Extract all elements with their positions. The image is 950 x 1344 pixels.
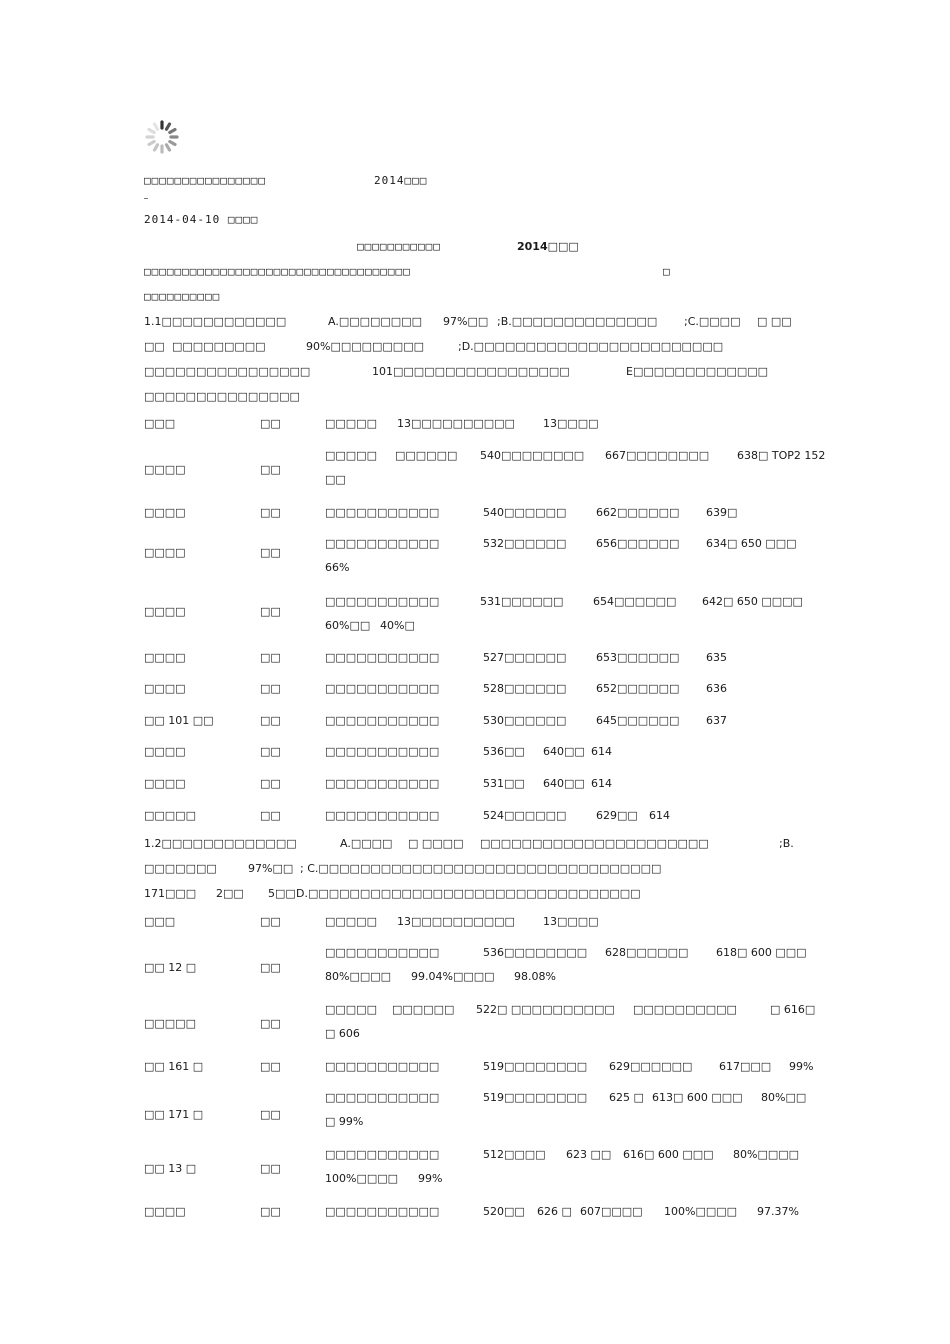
section2-paragraph-text: 1.2□□□□□□□□□□□□□ [144,837,297,850]
table-cell: □ 616□ [770,1003,816,1016]
section2-paragraph-text: ; C.□□□□□□□□□□□□□□□□□□□□□□□□□□□□□□□□□ [300,862,662,875]
table-cell: 614 [591,777,612,790]
table-cell: 637 [706,714,727,727]
table-row-type: □□ [260,915,281,928]
table-cell: 519□□□□□□□□ [483,1091,588,1104]
table-cell: □□□□□□ [392,1003,455,1016]
table-cell: □□□□□□□□□□□ [325,946,440,959]
table-cell: □□□□□□□□□□□ [325,651,440,664]
table-row-type: □□ [260,1017,281,1030]
table-cell: 13□□□□ [543,915,599,928]
table-cell: 628□□□□□□ [605,946,689,959]
section1-paragraph-text: A.□□□□□□□□ [328,315,422,328]
table-cell: □□□□□□□□□□ [633,1003,737,1016]
table-cell: 531□□ [483,777,525,790]
table-row-type: □□ [260,546,281,559]
table-row-school: □□ 13 □ [144,1162,197,1175]
section2-paragraph-text: D.□□□□□□□□□□□□□□□□□□□□□□□□□□□□□□□□ [296,887,641,900]
section1-paragraph-text: □□□□□□□□□□□□□□□ [144,390,300,403]
table-row-type: □□ [260,809,281,822]
intro-line-2: □□□□□□□□□□ [144,290,221,303]
table-row-type: □□ [260,1162,281,1175]
table-cell: 80%□□ [761,1091,807,1104]
table-row-school: □□ 101 □□ [144,714,214,727]
table-row-school: □□□□ [144,682,186,695]
table-row-type: □□ [260,463,281,476]
table-cell: 536□□□□□□□□ [483,946,588,959]
table-cell: □□□□□□□□□□□ [325,1148,440,1161]
section2-paragraph-text: ;B. [779,837,794,850]
table-cell: □□□□□□□□□□□ [325,682,440,695]
table-row-type: □□ [260,651,281,664]
intro-line-1-end: □ [663,265,671,278]
section1-paragraph-text: 101□□□□□□□□□□□□□□□□□ [372,365,570,378]
table-cell-continued: □ 99% [325,1115,364,1128]
section2-paragraph-text: 171□□□ [144,887,197,900]
table-cell: 613□ 600 □□□ [652,1091,743,1104]
section2-paragraph-text: □□□□□□□□□□□□□□□□□□□□□□ [480,837,709,850]
table-cell: □□□□□ [325,449,377,462]
table-cell-continued: 99% [418,1172,443,1185]
table-cell: 623 □□ [566,1148,612,1161]
table-cell-continued: 60%□□ [325,619,371,632]
table-cell: 638□ TOP2 152 [737,449,826,462]
doc-subtitle-year: 2014□□□ [517,240,579,253]
table-cell: 512□□□□ [483,1148,546,1161]
loading-spinner-icon [144,119,180,155]
table-cell-continued: 66% [325,561,350,574]
table-cell: 13□□□□□□□□□□ [397,915,515,928]
table-cell: 653□□□□□□ [596,651,680,664]
table-cell: 636 [706,682,727,695]
table-cell: 616□ 600 □□□ [623,1148,714,1161]
intro-line-1: □□□□□□□□□□□□□□□□□□□□□□□□□□□□□□□□□□□ [144,265,411,278]
section1-paragraph-text: □□□□□□□□□ [172,340,266,353]
table-row-type: □□ [260,745,281,758]
table-row-school: □□□□ [144,1205,186,1218]
table-row-type: □□ [260,777,281,790]
table-cell-continued: □ 606 [325,1027,360,1040]
table-cell: 540□□□□□□□□ [480,449,585,462]
section2-paragraph-text: A.□□□□ [340,837,393,850]
table-cell-continued: □□ [325,473,346,486]
table-row-school: □□ 12 □ [144,961,197,974]
table-cell: 618□ 600 □□□ [716,946,807,959]
table-cell-continued: 40%□ [380,619,415,632]
table-row-type: □□ [260,961,281,974]
section1-paragraph-text: ;D.□□□□□□□□□□□□□□□□□□□□□□□□ [458,340,724,353]
table-cell: 520□□ [483,1205,525,1218]
table-row-school: □□□□ [144,651,186,664]
table-cell-continued: 80%□□□□ [325,970,392,983]
table-cell: 634□ 650 □□□ [706,537,797,550]
table-cell: 629□□□□□□ [609,1060,693,1073]
table-cell: 527□□□□□□ [483,651,567,664]
table-cell: 635 [706,651,727,664]
table-row-school: □□□□ [144,745,186,758]
table-cell: 662□□□□□□ [596,506,680,519]
table-cell: 532□□□□□□ [483,537,567,550]
table-cell: 656□□□□□□ [596,537,680,550]
table-cell: □□□□□□ [395,449,458,462]
section1-paragraph-text: 97%□□ [443,315,489,328]
doc-title: □□□□□□□□□□□□□□□□ [144,174,266,187]
section1-paragraph-text: □ □□ [757,315,792,328]
table-row-school: □□ 171 □ [144,1108,204,1121]
divider [144,198,148,199]
table-row-school: □□□ [144,915,176,928]
table-row-school: □□□ [144,417,176,430]
table-cell: □□□□□□□□□□□ [325,595,440,608]
table-cell: 617□□□ [719,1060,772,1073]
table-cell: 13□□□□□□□□□□ [397,417,515,430]
section1-paragraph-text: 1.1□□□□□□□□□□□□ [144,315,287,328]
table-row-school: □□□□ [144,777,186,790]
table-cell: □□□□□□□□□□□ [325,745,440,758]
table-cell-continued: 98.08% [514,970,556,983]
table-row-type: □□ [260,417,281,430]
table-cell: 528□□□□□□ [483,682,567,695]
table-cell: 540□□□□□□ [483,506,567,519]
table-cell: □□□□□ [325,1003,377,1016]
table-cell: 607□□□□ [580,1205,643,1218]
table-cell: 536□□ [483,745,525,758]
table-cell: □□□□□□□□□□□ [325,714,440,727]
table-cell: 614 [591,745,612,758]
table-cell: 13□□□□ [543,417,599,430]
table-cell-continued: 100%□□□□ [325,1172,399,1185]
table-cell: 614 [649,809,670,822]
section1-paragraph-text: 90%□□□□□□□□□ [306,340,424,353]
section2-paragraph-text: □ □□□□ [408,837,464,850]
table-row-school: □□□□□ [144,1017,196,1030]
table-row-type: □□ [260,506,281,519]
section2-paragraph-text: 2□□ [216,887,244,900]
section2-paragraph-text: 5□□ [268,887,296,900]
section1-paragraph-text: □□ [144,340,165,353]
table-cell: 629□□ [596,809,638,822]
table-cell: □□□□□□□□□□□ [325,1060,440,1073]
table-cell: 531□□□□□□ [480,595,564,608]
table-row-type: □□ [260,1108,281,1121]
section1-paragraph-text: □□□□□□□□□□□□□□□□ [144,365,311,378]
doc-date: 2014-04-10 □□□□ [144,213,259,226]
table-cell: □□□□□ [325,417,377,430]
table-cell: 640□□ [543,745,585,758]
table-row-type: □□ [260,605,281,618]
table-row-type: □□ [260,1205,281,1218]
table-cell: □□□□□□□□□□□ [325,506,440,519]
doc-title-year: 2014□□□ [374,174,428,187]
table-cell: 667□□□□□□□□ [605,449,710,462]
table-cell: 100%□□□□ [664,1205,738,1218]
table-row-school: □□□□ [144,605,186,618]
table-row-type: □□ [260,1060,281,1073]
section2-paragraph-text: 97%□□ [248,862,294,875]
table-row-school: □□□□□ [144,809,196,822]
table-cell: 80%□□□□ [733,1148,800,1161]
section1-paragraph-text: E□□□□□□□□□□□□□ [626,365,769,378]
table-cell: 654□□□□□□ [593,595,677,608]
table-cell: 524□□□□□□ [483,809,567,822]
table-cell: 626 □ [537,1205,572,1218]
table-cell: 645□□□□□□ [596,714,680,727]
table-cell: 642□ 650 □□□□ [702,595,803,608]
table-cell: 99% [789,1060,814,1073]
table-row-school: □□□□ [144,463,186,476]
table-row-type: □□ [260,714,281,727]
table-cell: □□□□□□□□□□□ [325,1205,440,1218]
table-cell: 522□ □□□□□□□□□□ [476,1003,615,1016]
table-cell: □□□□□□□□□□□ [325,537,440,550]
table-cell: 625 □ [609,1091,644,1104]
table-cell: 639□ [706,506,738,519]
table-cell: □□□□□□□□□□□ [325,1091,440,1104]
table-cell: 530□□□□□□ [483,714,567,727]
table-cell: □□□□□□□□□□□ [325,777,440,790]
table-cell-continued: 99.04%□□□□ [411,970,495,983]
table-row-type: □□ [260,682,281,695]
table-row-school: □□□□ [144,546,186,559]
table-row-school: □□□□ [144,506,186,519]
table-cell: 652□□□□□□ [596,682,680,695]
doc-subtitle: □□□□□□□□□□□ [357,240,441,253]
section1-paragraph-text: ;B.□□□□□□□□□□□□□□ [497,315,658,328]
table-row-school: □□ 161 □ [144,1060,204,1073]
section1-paragraph-text: ;C.□□□□ [684,315,741,328]
table-cell: □□□□□□□□□□□ [325,809,440,822]
table-cell: 640□□ [543,777,585,790]
table-cell: 97.37% [757,1205,799,1218]
section2-paragraph-text: □□□□□□□ [144,862,217,875]
table-cell: □□□□□ [325,915,377,928]
table-cell: 519□□□□□□□□ [483,1060,588,1073]
